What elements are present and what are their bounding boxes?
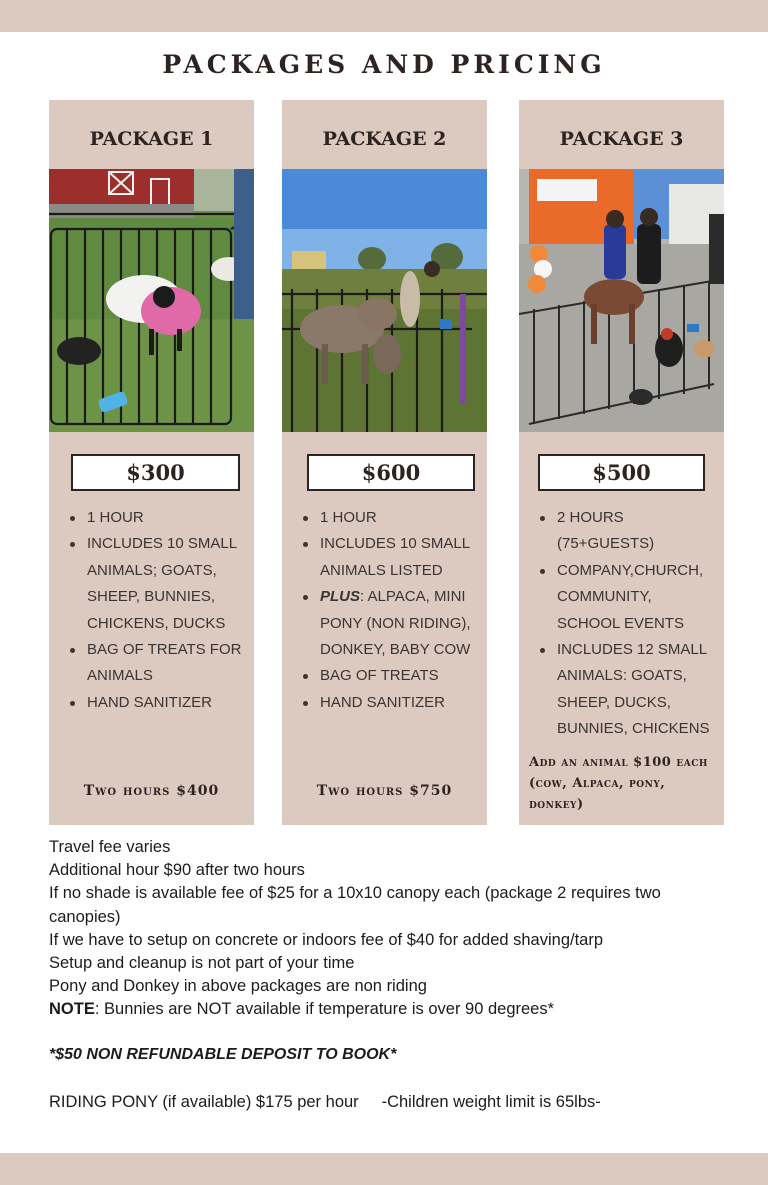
feature-item: HAND SANITIZER <box>87 690 247 716</box>
package-photo-goats <box>49 169 254 432</box>
feature-item: COMPANY,CHURCH, COMMUNITY, SCHOOL EVENTS <box>557 558 717 637</box>
deposit-notice: *$50 NON REFUNDABLE DEPOSIT TO BOOK* <box>49 1046 397 1063</box>
feature-item: INCLUDES 10 SMALL ANIMALS; GOATS, SHEEP, BUNNIES, CHICKENS, DUCKS <box>87 531 247 637</box>
package-photo-event <box>519 169 724 432</box>
riding-pony-line: RIDING PONY (if available) $175 per hour -Children weight limit is 65lbs- <box>49 1093 601 1111</box>
package-two-hours-price: Two hours $750 <box>316 783 453 799</box>
note-line: Pony and Donkey in above packages are non riding <box>49 977 427 996</box>
feature-item: BAG OF TREATS FOR ANIMALS <box>87 637 247 690</box>
package-features <box>290 505 480 716</box>
package-photo-donkeys <box>282 169 487 432</box>
feature-item: 2 HOURS (75+GUESTS) <box>557 505 717 558</box>
feature-item: INCLUDES 10 SMALL ANIMALS LISTED <box>320 531 480 584</box>
package-name: PACKAGE 3 <box>559 128 684 150</box>
page-title: PACKAGES AND PRICING <box>162 50 606 79</box>
package-price: $300 <box>71 454 240 491</box>
note-line: If no shade is available fee of $25 for a 10x10 canopy each (package 2 requires two canopies) <box>49 884 661 926</box>
package-card-3 <box>519 100 724 825</box>
package-card-2 <box>282 100 487 825</box>
package-features <box>57 505 247 716</box>
package-name: PACKAGE 2 <box>322 128 447 150</box>
package-card-1 <box>49 100 254 825</box>
package-two-hours-price: Two hours $400 <box>83 783 220 799</box>
feature-item: BAG OF TREATS <box>320 663 480 689</box>
feature-item: 1 HOUR <box>320 505 480 531</box>
plus-label: PLUS <box>320 588 361 606</box>
plus-text: : ALPACA, MINI PONY (NON RIDING), DONKEY, BABY COW <box>320 588 471 659</box>
package-name: PACKAGE 1 <box>89 128 214 150</box>
top-band <box>0 0 768 32</box>
note-line: Setup and cleanup is not part of your time <box>49 954 355 973</box>
feature-item: HAND SANITIZER <box>320 690 480 716</box>
note-line: Additional hour $90 after two hours <box>49 861 305 880</box>
note-line: Travel fee varies <box>49 838 171 856</box>
package-features <box>527 505 717 743</box>
bottom-band <box>0 1153 768 1185</box>
feature-item-plus <box>320 584 480 663</box>
package-price: $500 <box>538 454 705 491</box>
feature-item: INCLUDES 12 SMALL ANIMALS: GOATS, SHEEP, DUCKS, BUNNIES, CHICKENS <box>557 637 717 743</box>
package-price: $600 <box>307 454 475 491</box>
notes-section <box>49 836 729 1022</box>
add-animal-note: Add an animal $100 each (cow, Alpaca, pony, donkey) <box>529 755 708 812</box>
note-label: NOTE <box>49 1000 95 1019</box>
note-text: : Bunnies are NOT available if temperature is over 90 degrees* <box>94 1000 555 1019</box>
note-line: If we have to setup on concrete or indoors fee of $40 for added shaving/tarp <box>49 930 604 949</box>
note-warning <box>49 998 729 1021</box>
feature-item: 1 HOUR <box>87 505 247 531</box>
